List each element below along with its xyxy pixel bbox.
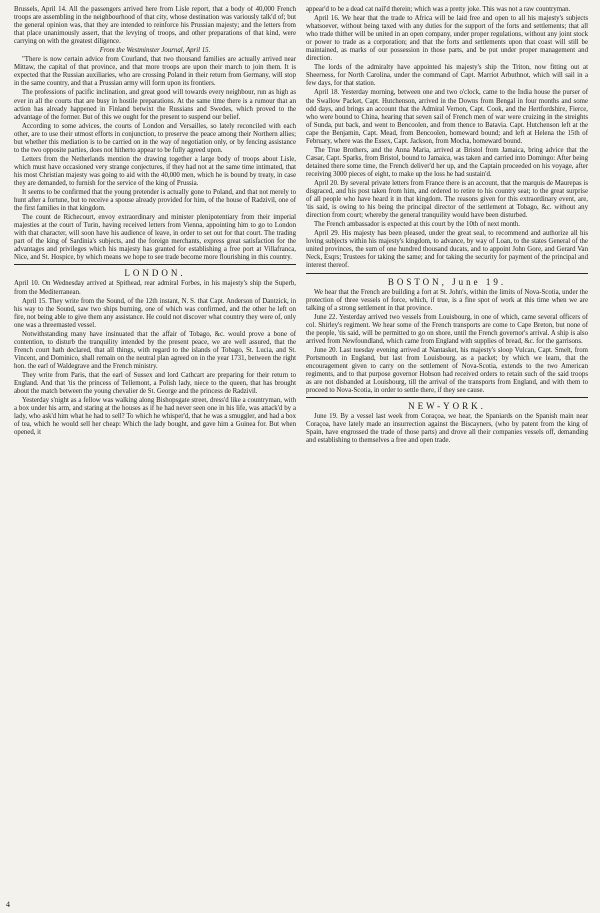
boston-paragraph: We hear that the French are building a fort at St. John's, within the limits of Nova-Scotia, under the protection of three vessels of force, which, if true, is a fine spot of work at this time when we are talking of a strong settlement in that province. (306, 288, 588, 312)
london-paragraph: Notwithstanding many have insinuated that the affair of Tobago, &c. would prove a bone of contention, to disturb the tranquility intended by the present peace, we are well assured, that the French court hath declared, that all things, with regard to the islands of Tobago, St. Lucia, and St. Vincent, and Dominico, shall remain on the neutral plan agreed on in the year 1731, between the right hon. the earl of Waldegrave and the French ministry. (14, 330, 296, 370)
left-column (14, 6, 296, 886)
new-york-paragraph: June 19. By a vessel last week from Coraçoa, we hear, the Spaniards on the Spanish main near Coraçoa, have lately made an insurrection against the Biscayners, (who by patent from the king of Spain, have engrossed the trade of those parts) and drove all their companies vessels off, demanding and establishing to themselves a free and open trade. (306, 413, 588, 445)
loan-paragraph: April 29. His majesty has been pleased, under the great seal, to recommend and authorize all his loving subjects within his majesty's kingdom, to advance, by way of Loan, to the states General of the united provinces, the sum of one hundred thousand ducats, and to appoint John Gore, and Gerard Van Neck, Esqrs; Trustees for taking the same; and for taking the security for payment of the principal and interest thereof. (306, 230, 588, 270)
right-column (306, 6, 588, 886)
true-brothers-paragraph: The True Brothers, and the Anna Maria, arrived at Bristol from Jamaica, bring advice that the Cæsar, Capt. Sparks, from Bristol, bound to Jamaica, was taken and carried into Domingo: After being detained there some time, the French deliver'd her up, and the Captain proceeded on his voyage, after receiving 3000 pieces of eight, to make up the loss he had sustain'd. (306, 146, 588, 178)
london-paragraph: April 15. They write from the Sound, of the 12th instant, N. S. that Capt. Anderson of Dantzick, in his way to the Sound, saw two ships burning, one of which was confirmed, and the other he left on fire, not being able to give them any assistance. He could not discover what country they were of, only one was a threemasted vessel. (14, 297, 296, 329)
page-number: 4 (6, 900, 10, 909)
london-paragraph: They write from Paris, that the earl of Sussex and lord Cathcart are preparing for their return to England. And that 'tis the princess of Tellemont, a Polish lady, niece to the queen, that has brought about the match between the young chevalier de St. George and the princess de Radzivil. (14, 371, 296, 396)
ambassador-paragraph: The French ambassador is expected at this court by the 10th of next month. (314, 221, 521, 229)
courland-paragraph: "There is now certain advice from Courland, that two thousand families are actually arrived near Mittaw, the capital of that province, and that more troops are upon their march to join them. It is expected that the Russian auxiliaries, who are crossing Poland in their return from Germany, will stop in the same country, and that a Prussian army will form upon its frontiers. (14, 56, 296, 88)
pretender-paragraph: It seems to be confirmed that the young pretender is actually gone to Poland, and that not merely to hunt after a fortune, but to receive a spouse already provided for him, of the house of Radzivil, one of the first families in that kingdom. (14, 189, 296, 213)
london-paragraph: April 10. On Wednesday arrived at Spithead, rear admiral Forbes, in his majesty's ship the Superb, from the Mediterranean. (14, 280, 296, 296)
boston-heading: BOSTON, June 19. (387, 276, 507, 287)
courts-paragraph: According to some advices, the courts of London and Versailles, so lately reconciled with each other, are to use their utmost efforts in conjunction, to preserve the peace among their Northern allies; but whether this mediation is to be carried on in the way of negotiation only, or by fencing assistance to the two opposite parties, does not hitherto appear to be fully agreed upon. (14, 122, 296, 154)
boston-paragraph: June 22. Yesterday arrived two vessels from Louisbourg, in one of which, came several officers of col. Shirley's regiment. We hear some of the French transports are come to Cape Breton, but none of the people, 'tis said, will be permitted to go on shore, until the French governor's arrival. A ship is also arrived from Newfoundland, which came from England with supplies of bread, &c. for the garrisons. (306, 313, 588, 345)
columns (14, 6, 588, 886)
section-divider (306, 397, 588, 398)
brussels-paragraph: Brussels, April 14. All the passengers arrived here from Lisle report, that a body of 40,000 French troops are assembling in the neighbourhood of that city, whose destination was variously talk'd of; but the general opinion was, that they are intended to reinforce his Prussian majesty; and the letters from that place unanimously assert, that the levying of troops, and other preparations of that kind, were carrying on with the greatest diligence. (14, 6, 296, 46)
section-divider (14, 264, 296, 265)
admiralty-paragraph: The lords of the admiralty have appointed his majesty's ship the Triton, now fitting out at Sheerness, for North Carolina, under the command of Capt. Marriot Arbuthnot, which will sail in a few days, for that station. (306, 64, 588, 88)
boston-paragraph: June 20. Last tuesday evening arrived at Nantasket, his majesty's sloop Vulcan, Capt. Smelt, from Portsmouth in England, but last from Louisbourg, as a packet; by which we learn, that the encouragement given to carry on the settlement of Nova-Scotia, extends to the two American regiments, and to that purpose governor Hobson had received orders to retain such of the said troops as are not disbanded at Louisbourg, till the arrival of the transports from England, and with them to proceed to Nova-Scotia, in order to settle there, if they see cause. (306, 346, 588, 395)
maurepas-paragraph: April 20. By several private letters from France there is an account, that the marquis de Maurepas is disgraced, and his post taken from him, and ordered to retire to his country seat; to the great surprise of all people who have heard it in that kingdom. The reasons given for this extraordinary event, are, 'tis said, is owing to his being the principal director of the settlement at Tobago, &c. without any direction from court; whereby the general tranquility would have been disturbed. (306, 179, 588, 220)
new-york-heading: NEW-YORK. (408, 401, 486, 412)
pacific-paragraph: The professions of pacific inclination, and great good will towards every neighbour, run as high as ever in all the courts that are busy in hostile preparations. At the same time there is a rumour that an action has already happened in Finland betwixt the Russians and Swedes, which proved to the advantage of the former. But of this we ought for the present to suspend our belief. (14, 89, 296, 121)
continued-paragraph: appear'd to be a dead cat nail'd therein; which was a pretty joke. This was not a raw countryman. (306, 6, 571, 13)
london-paragraph: Yesterday s'night as a fellow was walking along Bishopsgate street, dress'd like a countryman, with a box under his arm, and staring at the houses as if he had never seen one in his life, was attack'd by a lady, who ask'd him what he had to sell? To which he whisper'd, that he was a smuggler, and had a box of tea, which he would sell her cheap: Which the lady bought, and gave him a Guinea for. But when opened, it (14, 397, 296, 437)
india-house-paragraph: April 18. Yesterday morning, between one and two o'clock, came to the India house the purser of the Swallow Packet, Capt. Hutchenson, arrived in the Downs from Bengal in four months and some odd days, and brings an account that the Admiral Vernon, Capt. Cook, and the Hertfordshire, Fierce, who were bound to China, hearing that seven sail of French men of war were cruizing in the streights of Sunda, put back, and went to Bencoolen, and from thence to Batavia. Capt. Hutchenson left at the cape the Benjamin, Capt. Mead, from Bencoolen, homeward bound; and left at Helena the 15th of February, where was the Essex, Capt. Jackson, from Mocha, homeward bound. (306, 89, 588, 145)
africa-trade-paragraph: April 16. We hear that the trade to Africa will be laid free and open to all his majesty's subjects whatsoever, without being taxed with any duties for the support of the forts and settlements; that all who trade thither will be united in an open company, under proper regulations, without any joint stock or power to trade as a corporation; and that the forts and settlements upon that coast will still be maintained, as marks of our possession in those parts, and be put under proper management and direction. (306, 15, 588, 63)
netherlands-paragraph: Letters from the Netherlands mention the drawing together a large body of troops about Lisle, which must have occasioned very strange conjectures, if they had not at the same time intimated, that his most Christian majesty was going to aid with the 40,000 men, which he is bound by treaty, in case they are demanded, to furnish for the service of the king of Prussia. (14, 155, 296, 187)
richecourt-paragraph: The count de Richecourt, envoy extraordinary and minister plenipotentiary from their imperial majesties at the court of Turin, having received letters from Vienna, appointing him to go to London with that character, will soon have his audience of leave, in order to set out for that court. The trading part of the king of Sardinia's subjects, and the foreign merchants, express great satisfaction for the advantages and privileges which his majesty has granted for establishing a free port at Villafranca, Nice, and St. Hospice, by which means we hope to see trade become more flourishing in this country. (14, 214, 296, 262)
westminster-journal-heading: From the Westminster Journal, April 15. (99, 47, 211, 55)
section-divider (306, 273, 588, 274)
london-heading: LONDON. (124, 268, 186, 279)
